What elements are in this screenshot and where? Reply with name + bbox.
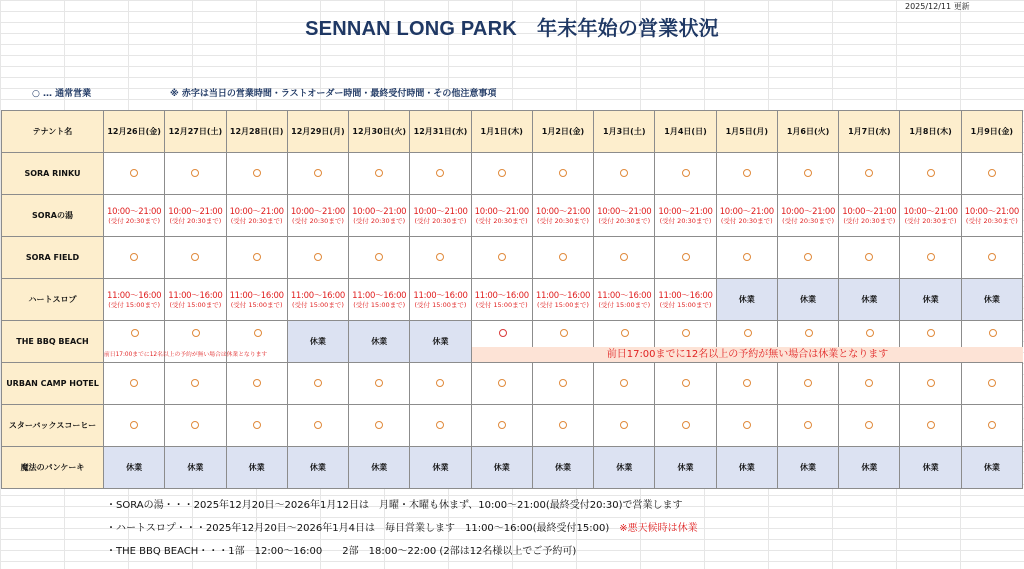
date-header: 12月30日(火)	[349, 111, 410, 153]
open-circle-icon	[865, 253, 873, 261]
open-cell	[349, 237, 410, 279]
open-cell	[777, 405, 838, 447]
tenant-name-header: テナント名	[2, 111, 104, 153]
open-cell	[716, 237, 777, 279]
open-circle-icon	[375, 379, 383, 387]
open-circle-icon	[927, 169, 935, 177]
closed-cell: 休業	[349, 447, 410, 489]
open-circle-icon	[743, 421, 751, 429]
open-cell	[104, 153, 165, 195]
open-cell	[471, 153, 532, 195]
open-cell	[961, 405, 1022, 447]
tenant-name: スターバックスコーヒー	[2, 405, 104, 447]
date-header: 12月28日(日)	[226, 111, 287, 153]
open-cell	[594, 363, 655, 405]
open-circle-icon	[253, 421, 261, 429]
table-row	[2, 363, 1023, 405]
open-cell	[716, 363, 777, 405]
schedule-table	[1, 110, 1023, 489]
open-circle-icon	[682, 169, 690, 177]
hours-cell: 10:00～21:00 (受付 20:30まで)	[104, 195, 165, 237]
hours-cell: 10:00～21:00 (受付 20:30まで)	[410, 195, 471, 237]
open-cell	[777, 153, 838, 195]
open-circle-icon	[743, 379, 751, 387]
open-cell	[900, 237, 961, 279]
footnote-heart-slope: ・ハートスロプ・・・2025年12月20日～2026年1月4日は 毎日営業します 11:00～16:00(最終受付15:00) ※悪天候時は休業	[106, 523, 698, 534]
open-circle-icon	[988, 253, 996, 261]
tenant-name: SORA FIELD	[2, 237, 104, 279]
open-circle-icon	[989, 329, 997, 337]
open-circle-icon	[191, 379, 199, 387]
closed-cell: 休業	[900, 279, 961, 321]
table-row	[2, 237, 1023, 279]
open-circle-icon	[191, 169, 199, 177]
hours-cell: 11:00～16:00 (受付 15:00まで)	[410, 279, 471, 321]
open-circle-icon	[620, 169, 628, 177]
open-circle-icon	[498, 421, 506, 429]
open-cell	[165, 363, 226, 405]
open-cell	[839, 405, 900, 447]
open-circle-icon	[436, 253, 444, 261]
open-circle-icon	[927, 329, 935, 337]
open-cell	[594, 153, 655, 195]
hours-cell: 10:00～21:00 (受付 20:30まで)	[287, 195, 348, 237]
open-circle-icon	[988, 169, 996, 177]
hours-cell: 10:00～21:00 (受付 20:30まで)	[716, 195, 777, 237]
tenant-name: THE BBQ BEACH	[2, 321, 104, 363]
open-cell	[104, 363, 165, 405]
footnotes	[106, 500, 698, 569]
hours-cell: 10:00～21:00 (受付 20:30まで)	[471, 195, 532, 237]
tenant-name: ハートスロプ	[2, 279, 104, 321]
open-cell	[104, 405, 165, 447]
open-circle-icon	[253, 169, 261, 177]
red-text-note: ※ 赤字は当日の営業時間・ラストオーダー時間・最終受付時間・その他注意事項	[170, 89, 497, 99]
closed-cell: 休業	[594, 447, 655, 489]
closed-cell: 休業	[226, 447, 287, 489]
open-cell	[716, 153, 777, 195]
open-circle-icon	[498, 253, 506, 261]
table-row	[2, 405, 1023, 447]
date-header: 1月8日(木)	[900, 111, 961, 153]
table-row	[2, 279, 1023, 321]
open-cell	[961, 153, 1022, 195]
page-title: SENNAN LONG PARK 年末年始の営業状況	[305, 18, 719, 40]
open-circle-icon	[865, 169, 873, 177]
open-cell	[165, 153, 226, 195]
open-circle-icon	[865, 421, 873, 429]
open-cell	[287, 363, 348, 405]
date-header: 1月9日(金)	[961, 111, 1022, 153]
open-circle-icon	[498, 169, 506, 177]
open-circle-icon	[314, 421, 322, 429]
hours-cell: 11:00～16:00 (受付 15:00まで)	[226, 279, 287, 321]
open-cell	[410, 405, 471, 447]
open-cell	[839, 363, 900, 405]
open-circle-icon	[130, 253, 138, 261]
tenant-name: URBAN CAMP HOTEL	[2, 363, 104, 405]
footnote-sora-no-yu: ・SORAの湯・・・2025年12月20日～2026年1月12日は 月曜・木曜も休まず、10:00～21:00(最終受付20:30)で営業します	[106, 500, 683, 511]
open-circle-icon	[436, 169, 444, 177]
open-cell	[410, 237, 471, 279]
closed-cell: 休業	[655, 447, 716, 489]
open-cell	[349, 363, 410, 405]
open-circle-icon	[927, 379, 935, 387]
open-circle-icon	[682, 379, 690, 387]
closed-cell: 休業	[410, 447, 471, 489]
date-header: 1月1日(木)	[471, 111, 532, 153]
open-cell	[471, 405, 532, 447]
closed-cell: 休業	[349, 321, 410, 363]
open-cell	[349, 405, 410, 447]
table-row	[2, 195, 1023, 237]
table-row	[2, 447, 1023, 489]
hours-cell: 11:00～16:00 (受付 15:00まで)	[594, 279, 655, 321]
open-cell	[594, 237, 655, 279]
hours-cell: 10:00～21:00 (受付 20:30まで)	[839, 195, 900, 237]
closed-cell: 休業	[777, 279, 838, 321]
open-circle-icon	[375, 253, 383, 261]
open-circle-icon	[620, 379, 628, 387]
open-circle-icon	[191, 421, 199, 429]
open-circle-icon	[131, 329, 139, 337]
footnote-bbq-beach: ・THE BBQ BEACH・・・1部 12:00～16:00 2部 18:00～22:00 (2部は12名様以上でご予約可)	[106, 546, 577, 557]
open-cell	[900, 363, 961, 405]
date-header: 12月27日(土)	[165, 111, 226, 153]
tenant-name: 魔法のパンケーキ	[2, 447, 104, 489]
table-row	[2, 153, 1023, 195]
date-header: 1月2日(金)	[532, 111, 593, 153]
open-circle-icon	[743, 253, 751, 261]
open-cell	[104, 237, 165, 279]
open-cell	[900, 405, 961, 447]
open-circle-icon	[559, 421, 567, 429]
closed-cell: 休業	[165, 447, 226, 489]
hours-cell: 11:00～16:00 (受付 15:00まで)	[655, 279, 716, 321]
open-cell	[777, 363, 838, 405]
date-header: 12月26日(金)	[104, 111, 165, 153]
closed-cell: 休業	[716, 279, 777, 321]
open-cell	[532, 237, 593, 279]
bbq-reservation-note: 前日17:00までに12名以上の予約が無い場合は休業となります	[104, 352, 268, 358]
open-circle-icon	[375, 169, 383, 177]
open-cell	[777, 237, 838, 279]
closed-cell: 休業	[900, 447, 961, 489]
hours-cell: 11:00～16:00 (受付 15:00まで)	[532, 279, 593, 321]
open-circle-icon	[804, 421, 812, 429]
open-circle-icon	[254, 329, 262, 337]
legend-normal-open: ○ … 通常営業	[32, 89, 92, 99]
closed-cell: 休業	[410, 321, 471, 363]
hours-cell: 11:00～16:00 (受付 15:00まで)	[104, 279, 165, 321]
open-circle-icon	[621, 329, 629, 337]
open-circle-icon	[620, 253, 628, 261]
open-circle-icon	[682, 253, 690, 261]
hours-cell: 10:00～21:00 (受付 20:30まで)	[532, 195, 593, 237]
open-circle-icon	[560, 329, 568, 337]
hours-cell: 11:00～16:00 (受付 15:00まで)	[471, 279, 532, 321]
hours-cell: 10:00～21:00 (受付 20:30まで)	[594, 195, 655, 237]
open-circle-icon	[682, 421, 690, 429]
closed-cell: 休業	[287, 447, 348, 489]
closed-cell: 休業	[961, 279, 1022, 321]
hours-cell: 10:00～21:00 (受付 20:30まで)	[226, 195, 287, 237]
open-circle-icon	[499, 329, 507, 337]
hours-cell: 11:00～16:00 (受付 15:00まで)	[287, 279, 348, 321]
open-cell	[655, 363, 716, 405]
closed-cell: 休業	[716, 447, 777, 489]
open-circle-icon	[743, 169, 751, 177]
hours-cell: 10:00～21:00 (受付 20:30まで)	[349, 195, 410, 237]
open-circle-icon	[130, 379, 138, 387]
bbq-reservation-note-band: 前日17:00までに12名以上の予約が無い場合は休業となります	[472, 347, 1023, 362]
hours-cell: 10:00～21:00 (受付 20:30まで)	[655, 195, 716, 237]
open-cell	[532, 363, 593, 405]
open-circle-icon	[192, 329, 200, 337]
hours-cell: 11:00～16:00 (受付 15:00まで)	[165, 279, 226, 321]
open-circle-icon	[314, 253, 322, 261]
open-circle-icon	[253, 379, 261, 387]
tenant-name: SORA RINKU	[2, 153, 104, 195]
open-circle-icon	[375, 421, 383, 429]
hours-cell: 10:00～21:00 (受付 20:30まで)	[777, 195, 838, 237]
open-circle-icon	[682, 329, 690, 337]
date-header: 1月5日(月)	[716, 111, 777, 153]
date-header: 1月3日(土)	[594, 111, 655, 153]
open-circle-icon	[191, 253, 199, 261]
open-cell	[839, 237, 900, 279]
open-circle-icon	[559, 379, 567, 387]
open-circle-icon	[314, 169, 322, 177]
open-circle-icon	[314, 379, 322, 387]
open-cell	[226, 237, 287, 279]
hours-cell: 10:00～21:00 (受付 20:30まで)	[900, 195, 961, 237]
open-cell	[165, 405, 226, 447]
open-cell	[655, 237, 716, 279]
open-circle-icon	[130, 421, 138, 429]
open-cell	[226, 153, 287, 195]
open-circle-icon	[559, 253, 567, 261]
open-circle-icon	[988, 379, 996, 387]
open-cell	[839, 153, 900, 195]
closed-cell: 休業	[839, 279, 900, 321]
closed-cell: 休業	[471, 447, 532, 489]
open-circle-icon	[805, 329, 813, 337]
open-cell	[716, 405, 777, 447]
open-cell	[655, 153, 716, 195]
tenant-name: SORAの湯	[2, 195, 104, 237]
closed-cell: 休業	[961, 447, 1022, 489]
open-cell	[961, 363, 1022, 405]
date-header: 1月6日(火)	[777, 111, 838, 153]
date-header: 1月4日(日)	[655, 111, 716, 153]
open-cell	[410, 363, 471, 405]
open-cell	[349, 153, 410, 195]
open-circle-icon	[804, 169, 812, 177]
date-header: 1月7日(水)	[839, 111, 900, 153]
open-circle-icon	[988, 421, 996, 429]
open-cell	[287, 237, 348, 279]
open-circle-icon	[804, 253, 812, 261]
open-cell	[226, 405, 287, 447]
open-cell	[165, 237, 226, 279]
date-header: 12月31日(水)	[410, 111, 471, 153]
open-circle-icon	[927, 253, 935, 261]
open-circle-icon	[804, 379, 812, 387]
open-cell	[532, 153, 593, 195]
updated-date: 2025/12/11 更新	[905, 2, 970, 11]
open-cell	[471, 237, 532, 279]
closed-cell: 休業	[777, 447, 838, 489]
closed-cell: 休業	[532, 447, 593, 489]
open-cell	[900, 153, 961, 195]
closed-cell: 休業	[104, 447, 165, 489]
open-cell	[410, 153, 471, 195]
open-circle-icon	[866, 329, 874, 337]
hours-cell: 11:00～16:00 (受付 15:00まで)	[349, 279, 410, 321]
open-circle-icon	[130, 169, 138, 177]
open-cell	[594, 405, 655, 447]
open-circle-icon	[436, 421, 444, 429]
hours-cell: 10:00～21:00 (受付 20:30まで)	[165, 195, 226, 237]
open-cell	[961, 237, 1022, 279]
open-circle-icon	[436, 379, 444, 387]
open-circle-icon	[498, 379, 506, 387]
header-row	[2, 111, 1023, 153]
open-circle-icon	[865, 379, 873, 387]
open-circle-icon	[620, 421, 628, 429]
date-header: 12月29日(月)	[287, 111, 348, 153]
open-circle-icon	[253, 253, 261, 261]
open-cell	[287, 153, 348, 195]
open-cell	[471, 363, 532, 405]
closed-cell: 休業	[287, 321, 348, 363]
open-cell	[226, 363, 287, 405]
open-cell	[287, 405, 348, 447]
open-cell	[655, 405, 716, 447]
open-circle-icon	[927, 421, 935, 429]
closed-cell: 休業	[839, 447, 900, 489]
hours-cell: 10:00～21:00 (受付 20:30まで)	[961, 195, 1022, 237]
open-cell	[532, 405, 593, 447]
open-circle-icon	[559, 169, 567, 177]
open-circle-icon	[744, 329, 752, 337]
